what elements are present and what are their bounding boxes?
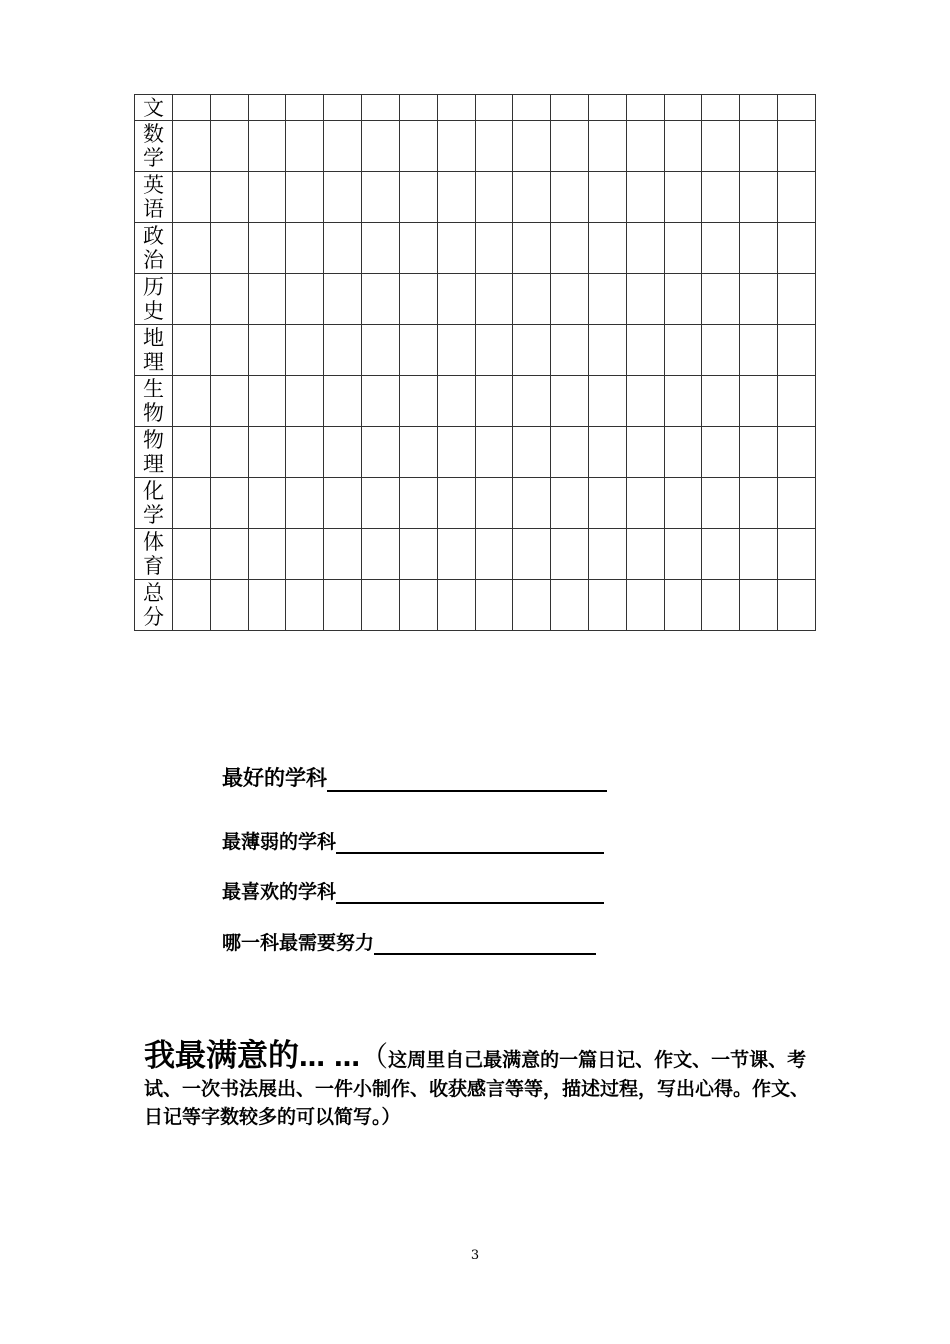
score-cell[interactable] — [362, 95, 400, 121]
score-cell[interactable] — [173, 427, 211, 478]
best-subject-label: 最好的学科 — [222, 766, 327, 790]
score-cell[interactable] — [437, 529, 475, 580]
score-cell[interactable] — [173, 580, 211, 631]
score-cell[interactable] — [362, 376, 400, 427]
subject-label: 政 治 — [135, 223, 173, 274]
subject-label: 文 — [135, 95, 173, 121]
score-cell[interactable] — [626, 172, 664, 223]
score-cell[interactable] — [173, 478, 211, 529]
subject-label: 数 学 — [135, 121, 173, 172]
score-cell[interactable] — [324, 95, 362, 121]
score-cell[interactable] — [362, 223, 400, 274]
satisfied-description: 这周里自己最满意的一篇日记、作文、一节课、考试、一次书法展出、一件小制作、收获感言等等，描述过程，写出心得。作文、日记等字数较多的可以简写。） — [144, 1049, 810, 1128]
score-cell[interactable] — [286, 376, 324, 427]
score-row — [135, 172, 816, 223]
score-cell[interactable] — [740, 223, 778, 274]
subject-label: 总 分 — [135, 580, 173, 631]
score-cell[interactable] — [588, 580, 626, 631]
score-cell[interactable] — [778, 274, 816, 325]
score-table — [134, 94, 816, 631]
score-cell[interactable] — [513, 325, 551, 376]
weakest-subject-label: 最薄弱的学科 — [222, 831, 337, 853]
score-cell[interactable] — [362, 325, 400, 376]
score-cell[interactable] — [286, 580, 324, 631]
score-cell[interactable] — [248, 121, 286, 172]
score-cell[interactable] — [588, 529, 626, 580]
score-cell[interactable] — [286, 121, 324, 172]
score-cell[interactable] — [173, 529, 211, 580]
score-cell[interactable] — [664, 274, 702, 325]
score-cell[interactable] — [362, 478, 400, 529]
score-cell[interactable] — [551, 172, 589, 223]
score-cell[interactable] — [475, 223, 513, 274]
score-cell[interactable] — [551, 274, 589, 325]
score-cell[interactable] — [399, 478, 437, 529]
score-cell[interactable] — [702, 274, 740, 325]
score-cell[interactable] — [210, 223, 248, 274]
score-row — [135, 376, 816, 427]
score-row — [135, 274, 816, 325]
weakest-subject-blank[interactable] — [336, 830, 604, 854]
score-cell[interactable] — [437, 274, 475, 325]
score-cell[interactable] — [210, 427, 248, 478]
score-cell[interactable] — [475, 376, 513, 427]
score-cell[interactable] — [324, 172, 362, 223]
score-cell[interactable] — [702, 427, 740, 478]
score-cell[interactable] — [588, 274, 626, 325]
score-cell[interactable] — [210, 325, 248, 376]
score-cell[interactable] — [664, 580, 702, 631]
subject-label: 体 育 — [135, 529, 173, 580]
score-cell[interactable] — [551, 427, 589, 478]
score-cell[interactable] — [702, 172, 740, 223]
needs-effort-label: 哪一科最需要努力 — [222, 932, 375, 954]
subject-label: 地 理 — [135, 325, 173, 376]
score-cell[interactable] — [324, 427, 362, 478]
score-cell[interactable] — [286, 478, 324, 529]
score-cell[interactable] — [210, 478, 248, 529]
score-cell[interactable] — [324, 223, 362, 274]
score-cell[interactable] — [399, 427, 437, 478]
score-cell[interactable] — [248, 95, 286, 121]
score-cell[interactable] — [286, 223, 324, 274]
score-cell[interactable] — [286, 325, 324, 376]
score-cell[interactable] — [664, 121, 702, 172]
score-cell[interactable] — [626, 223, 664, 274]
score-cell[interactable] — [588, 121, 626, 172]
score-cell[interactable] — [551, 376, 589, 427]
score-cell[interactable] — [437, 427, 475, 478]
score-cell[interactable] — [778, 121, 816, 172]
favorite-subject-label: 最喜欢的学科 — [222, 881, 337, 903]
score-cell[interactable] — [437, 95, 475, 121]
score-cell[interactable] — [778, 478, 816, 529]
score-cell[interactable] — [248, 325, 286, 376]
score-row — [135, 427, 816, 478]
score-cell[interactable] — [475, 121, 513, 172]
score-cell[interactable] — [437, 325, 475, 376]
score-cell[interactable] — [588, 427, 626, 478]
score-row — [135, 529, 816, 580]
score-cell[interactable] — [362, 172, 400, 223]
needs-effort-line — [222, 928, 596, 955]
score-cell[interactable] — [248, 274, 286, 325]
score-cell[interactable] — [173, 95, 211, 121]
score-cell[interactable] — [664, 427, 702, 478]
score-cell[interactable] — [399, 223, 437, 274]
score-cell[interactable] — [324, 274, 362, 325]
subject-label: 英 语 — [135, 172, 173, 223]
score-cell[interactable] — [513, 223, 551, 274]
score-cell[interactable] — [362, 580, 400, 631]
score-cell[interactable] — [513, 427, 551, 478]
score-cell[interactable] — [437, 478, 475, 529]
subject-label: 物 理 — [135, 427, 173, 478]
score-cell[interactable] — [399, 274, 437, 325]
score-cell[interactable] — [626, 376, 664, 427]
score-cell[interactable] — [513, 121, 551, 172]
score-cell[interactable] — [210, 172, 248, 223]
score-cell[interactable] — [702, 95, 740, 121]
score-cell[interactable] — [210, 529, 248, 580]
score-cell[interactable] — [399, 121, 437, 172]
score-cell[interactable] — [437, 376, 475, 427]
score-cell[interactable] — [210, 274, 248, 325]
score-cell[interactable] — [740, 478, 778, 529]
score-cell[interactable] — [740, 274, 778, 325]
score-row — [135, 121, 816, 172]
score-cell[interactable] — [740, 427, 778, 478]
score-cell[interactable] — [551, 529, 589, 580]
score-cell[interactable] — [551, 223, 589, 274]
score-cell[interactable] — [324, 529, 362, 580]
score-cell[interactable] — [248, 223, 286, 274]
score-cell[interactable] — [664, 376, 702, 427]
score-cell[interactable] — [778, 376, 816, 427]
score-cell[interactable] — [513, 529, 551, 580]
score-cell[interactable] — [740, 529, 778, 580]
score-cell[interactable] — [475, 427, 513, 478]
score-cell[interactable] — [702, 478, 740, 529]
score-cell[interactable] — [210, 95, 248, 121]
subject-label: 历 史 — [135, 274, 173, 325]
score-cell[interactable] — [664, 478, 702, 529]
score-cell[interactable] — [173, 274, 211, 325]
score-cell[interactable] — [437, 121, 475, 172]
favorite-subject-blank[interactable] — [336, 880, 604, 904]
score-cell[interactable] — [475, 95, 513, 121]
satisfied-open-paren: （ — [360, 1040, 389, 1073]
score-cell[interactable] — [248, 172, 286, 223]
subject-label: 化 学 — [135, 478, 173, 529]
best-subject-blank[interactable] — [327, 764, 607, 792]
score-cell[interactable] — [475, 274, 513, 325]
score-cell[interactable] — [324, 580, 362, 631]
score-cell[interactable] — [513, 376, 551, 427]
score-cell[interactable] — [664, 529, 702, 580]
score-cell[interactable] — [702, 121, 740, 172]
score-row — [135, 95, 816, 121]
score-cell[interactable] — [588, 223, 626, 274]
score-cell[interactable] — [248, 529, 286, 580]
score-cell[interactable] — [513, 580, 551, 631]
score-cell[interactable] — [210, 121, 248, 172]
score-cell[interactable] — [248, 376, 286, 427]
score-cell[interactable] — [626, 325, 664, 376]
subject-label: 生 物 — [135, 376, 173, 427]
score-cell[interactable] — [173, 172, 211, 223]
score-cell[interactable] — [173, 325, 211, 376]
score-cell[interactable] — [248, 427, 286, 478]
score-cell[interactable] — [626, 478, 664, 529]
score-row — [135, 325, 816, 376]
score-cell[interactable] — [286, 529, 324, 580]
score-cell[interactable] — [740, 580, 778, 631]
score-cell[interactable] — [664, 325, 702, 376]
score-cell[interactable] — [248, 478, 286, 529]
score-cell[interactable] — [399, 95, 437, 121]
score-cell[interactable] — [664, 223, 702, 274]
score-cell[interactable] — [626, 529, 664, 580]
score-cell[interactable] — [588, 478, 626, 529]
score-cell[interactable] — [286, 95, 324, 121]
score-cell[interactable] — [362, 529, 400, 580]
score-row — [135, 580, 816, 631]
score-cell[interactable] — [437, 223, 475, 274]
score-cell[interactable] — [399, 580, 437, 631]
score-cell[interactable] — [551, 121, 589, 172]
score-row — [135, 478, 816, 529]
score-cell[interactable] — [702, 376, 740, 427]
score-cell[interactable] — [740, 121, 778, 172]
score-cell[interactable] — [475, 172, 513, 223]
weakest-subject-line — [222, 827, 604, 854]
score-cell[interactable] — [475, 478, 513, 529]
score-cell[interactable] — [475, 325, 513, 376]
score-cell[interactable] — [778, 223, 816, 274]
score-cell[interactable] — [778, 529, 816, 580]
satisfied-section — [144, 1030, 814, 1131]
score-cell[interactable] — [210, 376, 248, 427]
score-row — [135, 223, 816, 274]
score-cell[interactable] — [362, 121, 400, 172]
score-cell[interactable] — [286, 274, 324, 325]
score-cell[interactable] — [702, 580, 740, 631]
score-cell[interactable] — [551, 580, 589, 631]
score-cell[interactable] — [286, 427, 324, 478]
score-cell[interactable] — [324, 376, 362, 427]
score-cell[interactable] — [588, 95, 626, 121]
score-cell[interactable] — [362, 427, 400, 478]
score-cell[interactable] — [551, 325, 589, 376]
score-cell[interactable] — [437, 580, 475, 631]
satisfied-title: 我最满意的 — [144, 1038, 299, 1074]
score-cell[interactable] — [551, 478, 589, 529]
score-cell[interactable] — [588, 325, 626, 376]
score-cell[interactable] — [626, 95, 664, 121]
score-cell[interactable] — [778, 95, 816, 121]
score-cell[interactable] — [362, 274, 400, 325]
score-cell[interactable] — [740, 325, 778, 376]
score-cell[interactable] — [626, 274, 664, 325]
score-cell[interactable] — [324, 478, 362, 529]
page-number: 3 — [470, 1248, 480, 1263]
score-cell[interactable] — [399, 529, 437, 580]
score-cell[interactable] — [513, 95, 551, 121]
score-cell[interactable] — [399, 172, 437, 223]
score-cell[interactable] — [740, 376, 778, 427]
favorite-subject-line — [222, 877, 604, 904]
score-cell[interactable] — [740, 95, 778, 121]
score-cell[interactable] — [551, 95, 589, 121]
score-cell[interactable] — [778, 325, 816, 376]
score-cell[interactable] — [740, 172, 778, 223]
best-subject-line — [222, 762, 607, 792]
score-cell[interactable] — [475, 529, 513, 580]
score-cell[interactable] — [210, 580, 248, 631]
score-cell[interactable] — [778, 172, 816, 223]
score-cell[interactable] — [475, 580, 513, 631]
score-cell[interactable] — [702, 223, 740, 274]
score-cell[interactable] — [588, 376, 626, 427]
score-cell[interactable] — [778, 427, 816, 478]
score-cell[interactable] — [437, 172, 475, 223]
score-cell[interactable] — [702, 529, 740, 580]
score-cell[interactable] — [664, 172, 702, 223]
score-cell[interactable] — [173, 376, 211, 427]
score-cell[interactable] — [626, 580, 664, 631]
score-cell[interactable] — [778, 580, 816, 631]
score-cell[interactable] — [513, 172, 551, 223]
score-cell[interactable] — [626, 427, 664, 478]
score-cell[interactable] — [286, 172, 324, 223]
score-cell[interactable] — [173, 121, 211, 172]
score-cell[interactable] — [513, 274, 551, 325]
score-cell[interactable] — [324, 325, 362, 376]
score-cell[interactable] — [399, 376, 437, 427]
score-cell[interactable] — [664, 95, 702, 121]
score-cell[interactable] — [324, 121, 362, 172]
score-cell[interactable] — [702, 325, 740, 376]
score-cell[interactable] — [513, 478, 551, 529]
score-cell[interactable] — [248, 580, 286, 631]
score-cell[interactable] — [399, 325, 437, 376]
satisfied-ellipsis: … … — [299, 1043, 361, 1073]
score-cell[interactable] — [588, 172, 626, 223]
score-cell[interactable] — [626, 121, 664, 172]
needs-effort-blank[interactable] — [374, 931, 596, 955]
score-cell[interactable] — [173, 223, 211, 274]
